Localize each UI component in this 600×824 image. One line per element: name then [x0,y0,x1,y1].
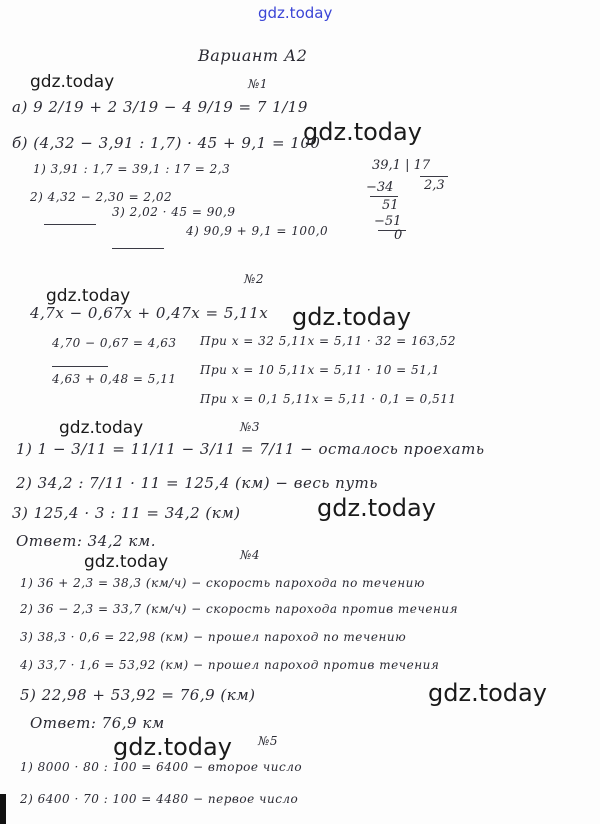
task1-step4: 4) 90,9 + 9,1 = 100,0 [186,224,329,238]
division-step: 0 [394,228,403,243]
watermark: gdz.today [46,286,131,306]
task2-case1: При x = 32 5,11x = 5,11 · 32 = 163,52 [200,334,456,348]
task4-line1: 1) 36 + 2,3 = 38,3 (км/ч) − скорость парохода по течению [20,576,425,590]
task4-line4: 4) 33,7 · 1,6 = 53,92 (км) − прошел пароход против течения [20,658,440,672]
task-number: №3 [240,420,260,434]
task1-line-a: а) 9 2/19 + 2 3/19 − 4 9/19 = 7 1/19 [12,98,308,116]
division-bar [420,176,448,177]
task1-line-b: б) (4,32 − 3,91 : 1,7) · 45 + 9,1 = 100 [12,134,321,152]
task2-calc2: 4,63 + 0,48 = 5,11 [52,372,177,386]
task-number: №1 [248,77,268,91]
task3-line3: 3) 125,4 · 3 : 11 = 34,2 (км) [12,504,241,522]
task-number: №2 [244,272,264,286]
watermark: gdz.today [84,552,169,572]
watermark: gdz.today [317,494,436,522]
watermark: gdz.today [30,72,115,92]
task5-line1: 1) 8000 · 80 : 100 = 6400 − второе число [20,760,303,774]
division-step: −51 [374,214,402,229]
task1-step1: 1) 3,91 : 1,7 = 39,1 : 17 = 2,3 [33,162,231,176]
division-top: 39,1 | 17 [372,158,431,173]
watermark: gdz.today [113,733,232,761]
task3-answer: Ответ: 34,2 км. [16,532,157,550]
underline [44,224,96,225]
watermark-top: gdz.today [258,4,333,22]
task5-line2: 2) 6400 · 70 : 100 = 4480 − первое число [20,792,299,806]
division-step: 51 [382,198,399,213]
watermark: gdz.today [59,418,144,438]
task1-step3: 3) 2,02 · 45 = 90,9 [112,205,236,219]
task4-line3: 3) 38,3 · 0,6 = 22,98 (км) − прошел пароход по течению [20,630,407,644]
watermark: gdz.today [303,118,422,146]
variant-title: Вариант А2 [198,46,308,65]
task2-equation: 4,7x − 0,67x + 0,47x = 5,11x [30,304,269,322]
page-edge-shadow [0,794,6,824]
watermark: gdz.today [428,679,547,707]
task4-answer: Ответ: 76,9 км [30,714,165,732]
task4-line2: 2) 36 − 2,3 = 33,7 (км/ч) − скорость парохода против течения [20,602,459,616]
division-step: −34 [366,180,394,195]
task3-line1: 1) 1 − 3/11 = 11/11 − 3/11 = 7/11 − осталось проехать [16,440,485,458]
task3-line2: 2) 34,2 : 7/11 · 11 = 125,4 (км) − весь путь [16,474,378,492]
underline [112,248,164,249]
division-quotient: 2,3 [424,178,445,193]
watermark: gdz.today [292,303,411,331]
task1-step2: 2) 4,32 − 2,30 = 2,02 [30,190,173,204]
underline [52,366,108,367]
underline [370,196,398,197]
task-number: №4 [240,548,260,562]
task2-calc1: 4,70 − 0,67 = 4,63 [52,336,177,350]
task2-case3: При x = 0,1 5,11x = 5,11 · 0,1 = 0,511 [200,392,457,406]
task2-case2: При x = 10 5,11x = 5,11 · 10 = 51,1 [200,363,440,377]
task-number: №5 [258,734,278,748]
task4-line5: 5) 22,98 + 53,92 = 76,9 (км) [20,686,256,704]
